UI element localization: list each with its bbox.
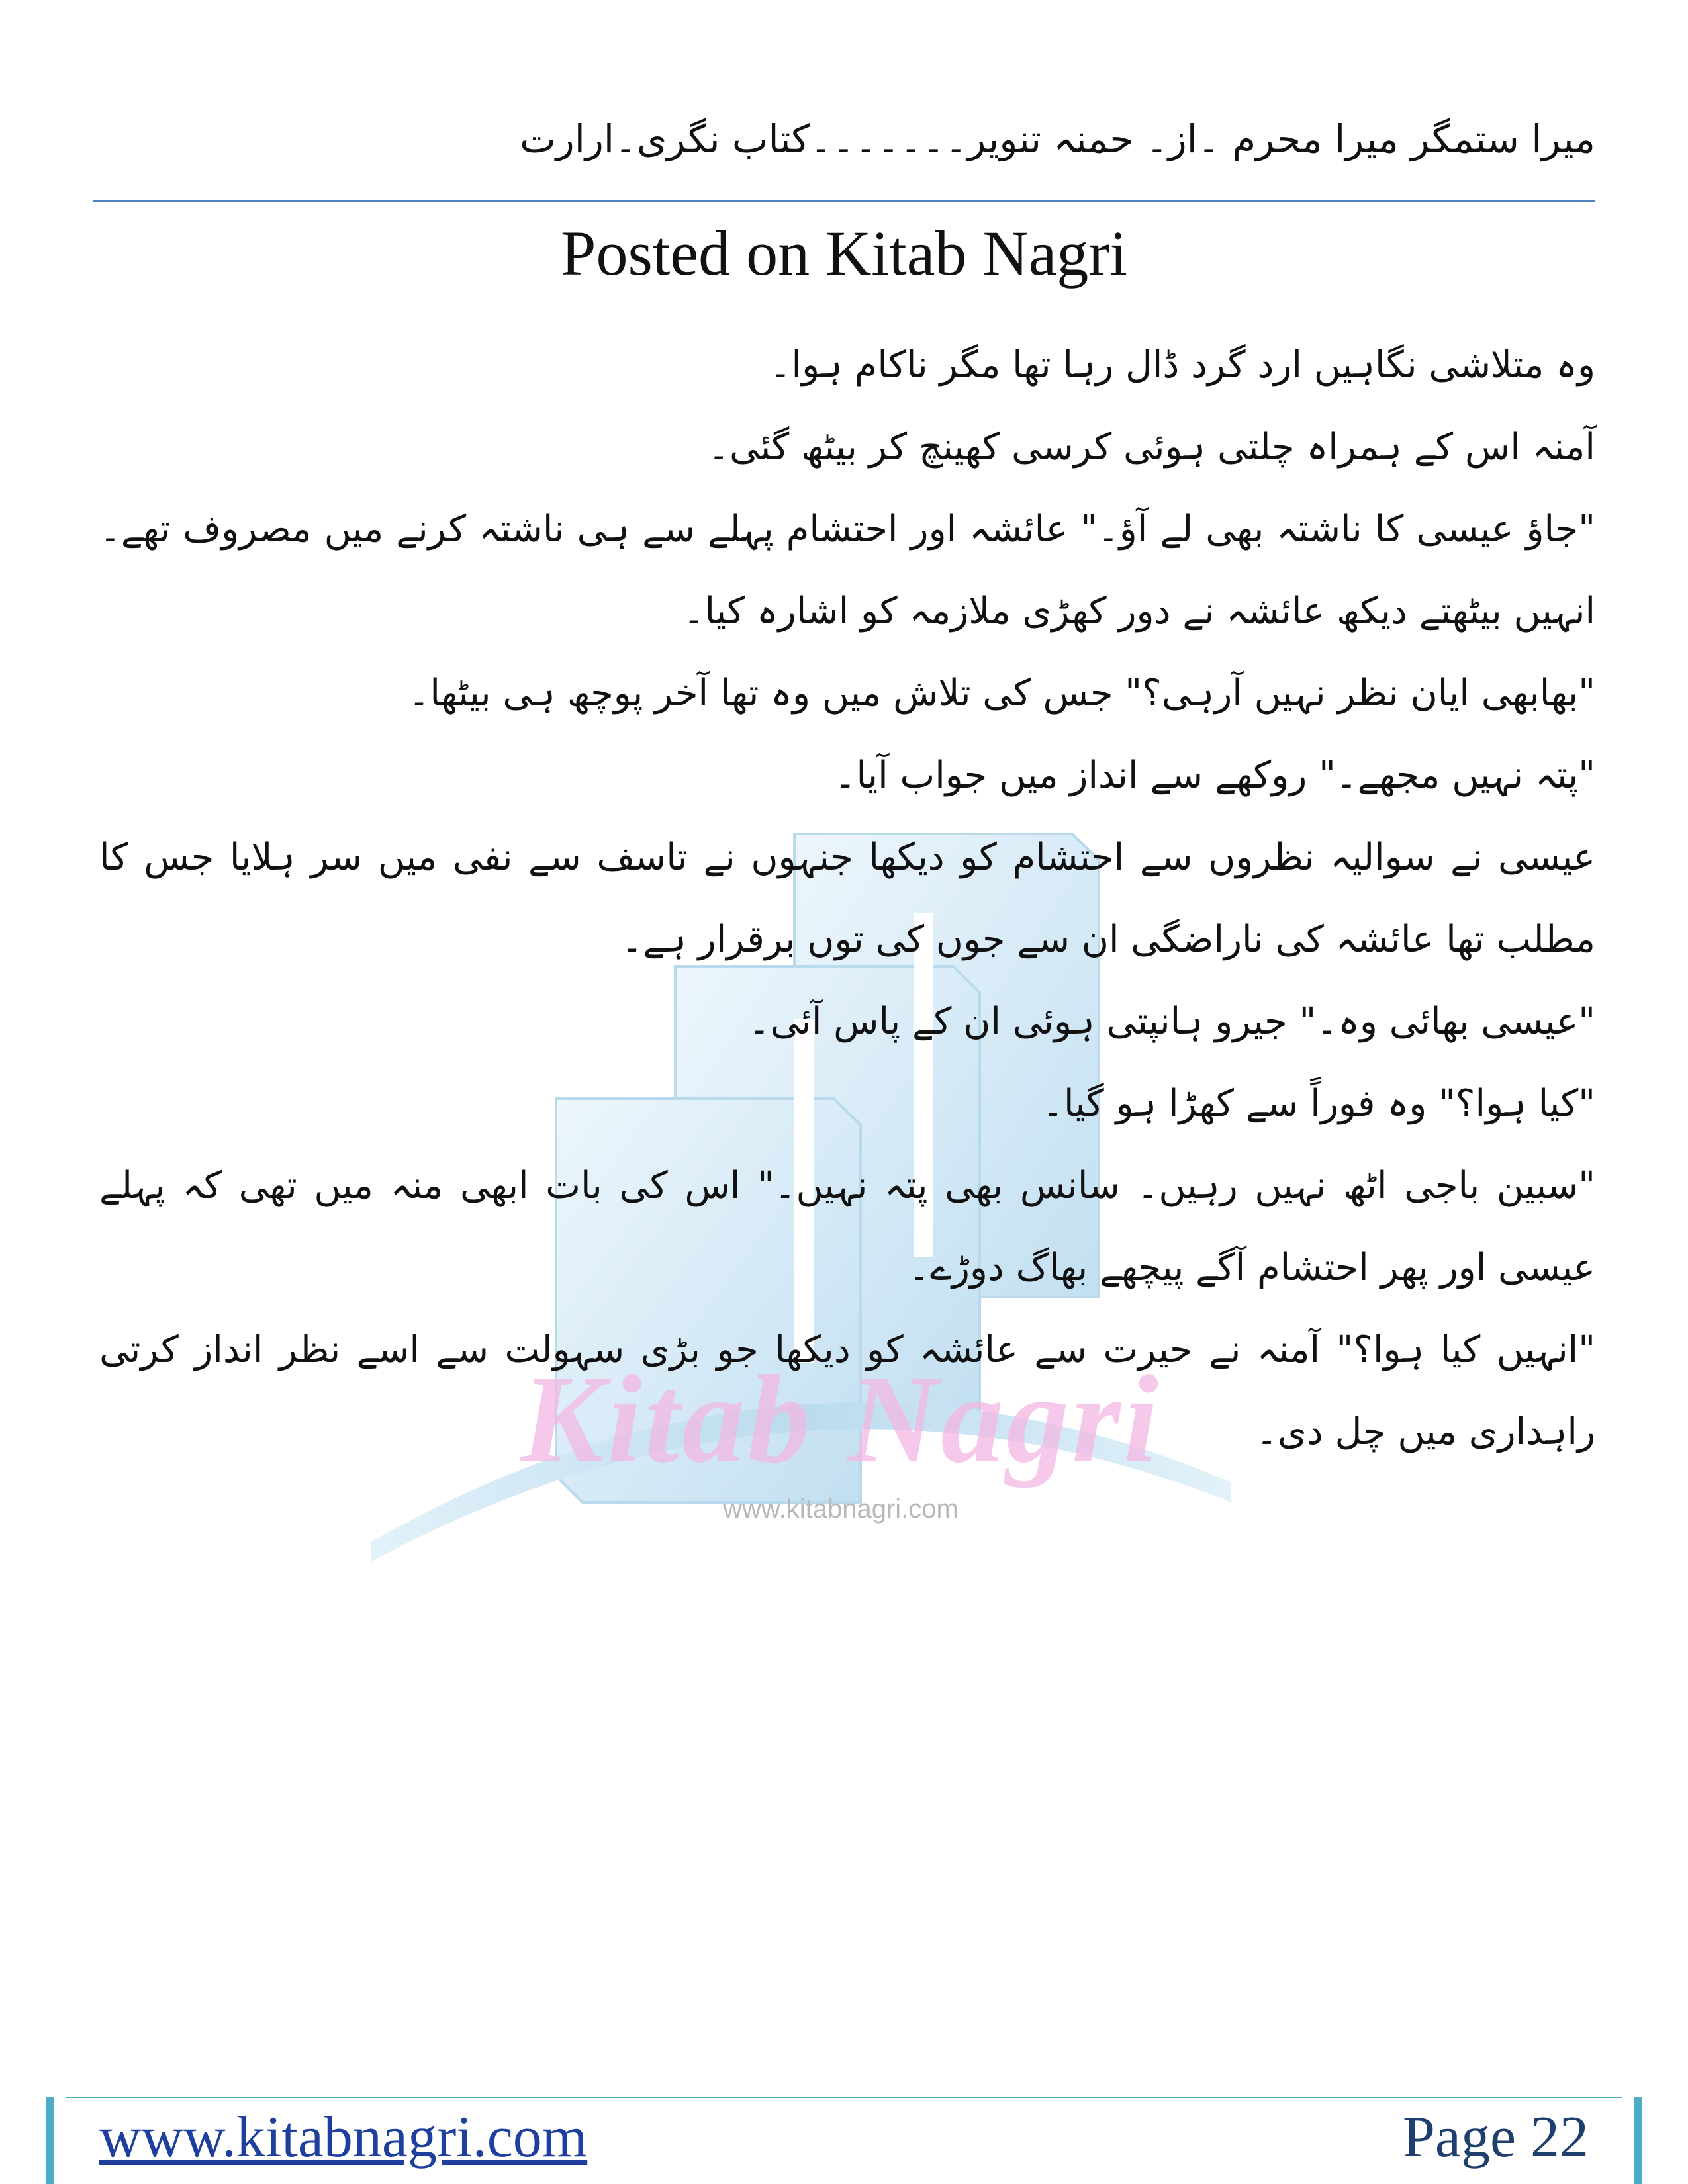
header-divider [93,200,1595,202]
footer-right-bar [1634,2097,1642,2184]
paragraph: عیسی نے سوالیہ نظروں سے احتشام کو دیکھا جنہوں نے تاسف سے نفی میں سر ہلایا جس کا مطلب تھا عائشہ کی ناراضگی ان سے جوں کی توں برقرار ہے۔ [99,836,1595,961]
story-body [99,324,1595,1473]
footer-divider [66,2097,1622,2098]
paragraph: "بھابھی ایان نظر نہیں آرہی؟" جس کی تلاش میں وہ تھا آخر پوچھ ہی بیٹھا۔ [408,672,1595,715]
watermark-url: www.kitabnagri.com [723,1494,959,1524]
paragraph: "پتہ نہیں مجھے۔" روکھے سے انداز میں جواب آیا۔ [834,754,1595,797]
paragraph: "کیا ہوا؟" وہ فوراً سے کھڑا ہو گیا۔ [1042,1082,1595,1125]
paragraph: وہ متلاشی نگاہیں ارد گرد ڈال رہا تھا مگر ناکام ہوا۔ [769,343,1595,387]
paragraph: "عیسی بھائی وہ۔" جیرو ہانپتی ہوئی ان کے پاس آئی۔ [748,1000,1595,1043]
footer-website-link[interactable]: www.kitabnagri.com [99,2105,588,2169]
paragraph: آمنہ اس کے ہمراہ چلتی ہوئی کرسی کھینچ کر بیٹھ گئی۔ [708,426,1595,469]
footer-left-bar [46,2097,54,2184]
document-header: میرا ستمگر میرا محرم ۔از۔ حمنہ تنویر۔۔۔۔۔۔۔کتاب نگری۔ارارت [520,116,1595,161]
paragraph: "سبین باجی اٹھ نہیں رہیں۔ سانس بھی پتہ نہیں۔" اس کی بات ابھی منہ میں تھی کہ پہلے عیسی اور پھر احتشام آگے پیچھے بھاگ دوڑے۔ [99,1164,1595,1289]
watermark-logo-text: Kitab Nagri [520,1350,1161,1489]
paragraph: "جاؤ عیسی کا ناشتہ بھی لے آؤ۔" عائشہ اور احتشام پہلے سے ہی ناشتہ کرنے میں مصروف تھے۔انہیں بیٹھتے دیکھ عائشہ نے دور کھڑی ملازمہ کو اشارہ کیا۔ [99,508,1595,633]
posted-on-title: Posted on Kitab Nagri [561,218,1127,289]
paragraph: "انہیں کیا ہوا؟" آمنہ نے حیرت سے عائشہ کو دیکھا جو بڑی سہولت سے اسے نظر انداز کرتی راہداری میں چل دی۔ [99,1328,1595,1453]
page-number: Page 22 [1402,2105,1589,2169]
